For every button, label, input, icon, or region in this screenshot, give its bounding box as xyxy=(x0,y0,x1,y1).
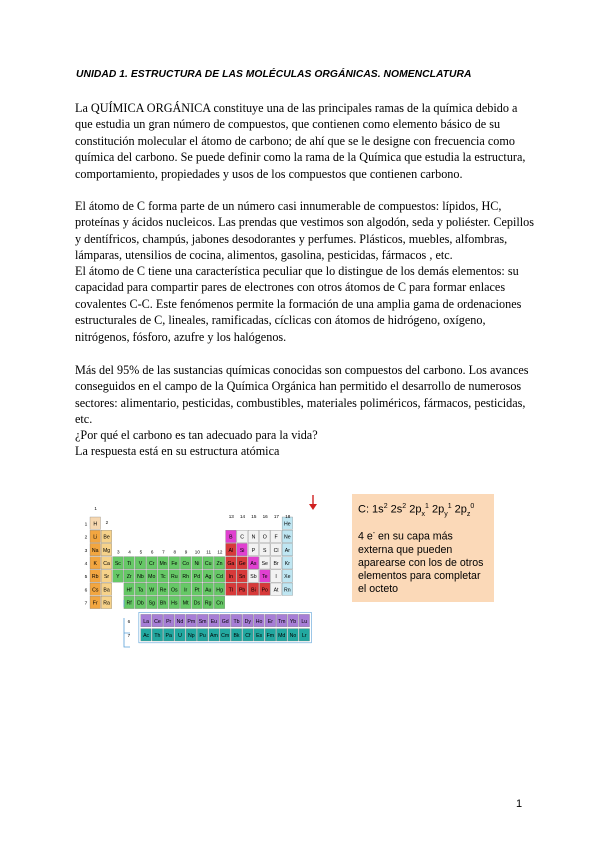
element-symbol-fe: Fe xyxy=(171,561,178,567)
element-symbol-c: C xyxy=(240,534,245,541)
element-symbol-k: K xyxy=(93,561,97,567)
unit-heading: UNIDAD 1. ESTRUCTURA DE LAS MOLÉCULAS ORGÁNICAS. NOMENCLATURA xyxy=(76,69,472,80)
period-number-2: 2 xyxy=(84,535,88,541)
element-symbol-es: Es xyxy=(256,633,263,639)
config-sub: x xyxy=(421,510,425,518)
element-symbol-pd: Pd xyxy=(193,574,201,581)
page-number: 1 xyxy=(516,798,523,810)
element-symbol-kr: Kr xyxy=(284,561,290,567)
element-symbol-am: Am xyxy=(210,633,218,639)
config-text: 2s xyxy=(387,503,403,516)
element-symbol-pu: Pu xyxy=(199,633,206,639)
element-symbol-i: I xyxy=(275,574,277,581)
element-symbol-ir: Ir xyxy=(184,587,188,594)
element-symbol-lr: Lr xyxy=(301,633,307,639)
element-symbol-rb: Rb xyxy=(91,574,99,581)
valence-explanation xyxy=(358,527,488,597)
element-symbol-v: V xyxy=(138,561,143,567)
element-symbol-bk: Bk xyxy=(233,633,240,639)
element-symbol-ds: Ds xyxy=(193,600,201,607)
period-number-3: 3 xyxy=(84,548,88,554)
element-symbol-pr: Pr xyxy=(166,618,172,625)
element-symbol-cm: Cm xyxy=(221,633,230,639)
element-symbol-u: U xyxy=(178,633,182,639)
period-number-5: 5 xyxy=(84,575,88,581)
element-symbol-b: B xyxy=(229,534,233,541)
element-symbol-fm: Fm xyxy=(266,633,275,639)
paragraph-compounds: El átomo de C forma parte de un número casi innumerable de compuestos: lípidos, HC, proteínas y ácidos nucleicos. Las prendas que vestimos son algodón, seda y poliéster. Cepillos y dentífricos, champús, jabones desodorantes y perfumes. Plásticos, muebles, alfombras, lámparas, utensilios de cocina, alimentos, gasolina, pesticidas, fármacos , etc. xyxy=(75,199,534,263)
element-symbol-re: Re xyxy=(159,587,167,594)
config-text: 2p xyxy=(428,503,445,516)
element-symbol-hf: Hf xyxy=(126,587,132,594)
element-symbol-er: Er xyxy=(267,618,273,625)
period-number-6: 6 xyxy=(84,588,88,594)
element-symbol-sr: Sr xyxy=(103,574,110,581)
element-symbol-pa: Pa xyxy=(165,633,172,639)
paragraph-statistics: Más del 95% de las sustancias químicas conocidas son compuestos del carbono. Los avances conseguidos en el campo de la Química Orgánica han permitido el desarrollo de numerosos sectores: alimentario, pesticidas, combustibles, materiales poliméricos, fármacos, pesticidas, etc. xyxy=(75,363,529,427)
period-number-1: 1 xyxy=(84,522,88,528)
f-row-label-6: 6 xyxy=(127,618,131,624)
config-sup: 2 xyxy=(402,503,407,510)
question-line: ¿Por qué el carbono es tan adecuado para la vida? xyxy=(75,428,318,442)
group-number-17: 17 xyxy=(273,514,280,519)
config-sup: 1 xyxy=(447,503,452,510)
element-symbol-zn: Zn xyxy=(216,561,223,567)
element-symbol-tl: Tl xyxy=(228,587,234,594)
element-symbol-n: N xyxy=(251,534,256,541)
element-symbol-na: Na xyxy=(91,547,99,554)
element-symbol-ba: Ba xyxy=(103,587,110,594)
element-symbol-ar: Ar xyxy=(284,547,290,554)
period-number-4: 4 xyxy=(84,562,88,567)
element-symbol-ga: Ga xyxy=(227,561,235,567)
group-number-16: 16 xyxy=(262,514,268,519)
element-symbol-ac: Ac xyxy=(143,633,150,639)
element-symbol-he: He xyxy=(284,521,291,528)
element-symbol-sn: Sn xyxy=(238,574,246,581)
element-symbol-f: F xyxy=(274,534,278,541)
group-number-14: 14 xyxy=(239,514,246,519)
paragraph-intro: La QUÍMICA ORGÁNICA constituye una de las principales ramas de la química debido a que estudia un gran número de compuestos, que contienen como elemento básico de su constitución molecular el átomo de carbono; de ahí que se le designe con frecuencia como química del carbono. Se puede definir como la rama de la Química que estudia la estructura, comportamiento, propiedades y usos de los compuestos que contienen carbono. xyxy=(75,101,526,181)
element-symbol-au: Au xyxy=(205,587,212,594)
element-symbol-ca: Ca xyxy=(103,561,110,567)
config-text: 2p xyxy=(406,503,422,516)
element-symbol-rg: Rg xyxy=(204,600,212,607)
element-symbol-sg: Sg xyxy=(148,600,155,607)
element-symbol-fr: Fr xyxy=(92,600,98,607)
element-symbol-w: W xyxy=(149,587,155,594)
valence-text: 4 e xyxy=(358,530,373,543)
config-sub: z xyxy=(466,510,471,518)
config-text: C: 1s xyxy=(358,503,384,516)
element-symbol-s: S xyxy=(263,547,267,554)
element-symbol-yb: Yb xyxy=(289,618,297,625)
element-symbol-pt: Pt xyxy=(194,587,200,594)
group-number-11: 11 xyxy=(206,549,212,555)
group-number-3: 3 xyxy=(116,549,120,555)
element-symbol-ta: Ta xyxy=(137,587,144,594)
element-symbol-la: La xyxy=(143,618,149,625)
element-symbol-ne: Ne xyxy=(284,534,291,541)
element-symbol-as: As xyxy=(250,561,257,567)
electron-configuration xyxy=(358,500,488,521)
group-number-7: 7 xyxy=(162,549,165,555)
config-sup: 0 xyxy=(470,503,475,510)
element-symbol-cf: Cf xyxy=(245,633,251,639)
element-symbol-np: Np xyxy=(187,633,195,639)
group-number-10: 10 xyxy=(194,549,200,555)
element-symbol-ce: Ce xyxy=(154,618,161,625)
element-symbol-po: Po xyxy=(261,587,268,594)
element-symbol-mg: Mg xyxy=(102,547,111,554)
element-symbol-ru: Ru xyxy=(171,574,178,581)
element-symbol-sm: Sm xyxy=(198,618,207,625)
element-symbol-cd: Cd xyxy=(216,574,223,581)
f-row-label-7: 7 xyxy=(127,633,131,638)
element-symbol-cs: Cs xyxy=(92,587,99,594)
element-symbol-si: Si xyxy=(239,547,245,554)
element-symbol-bh: Bh xyxy=(159,600,167,607)
element-symbol-y: Y xyxy=(116,574,120,581)
element-symbol-sc: Sc xyxy=(114,561,121,567)
element-symbol-se: Se xyxy=(261,561,268,567)
element-symbol-nd: Nd xyxy=(176,618,184,625)
element-symbol-no: No xyxy=(289,633,297,639)
element-symbol-tc: Tc xyxy=(160,574,166,581)
element-symbol-bi: Bi xyxy=(251,587,256,594)
group-number-18: 18 xyxy=(285,514,291,519)
valence-text: en su capa más externa que pueden aparearse con los de otros elementos para completar el octeto xyxy=(358,530,484,596)
config-text: 2p xyxy=(451,503,467,516)
element-symbol-rh: Rh xyxy=(182,574,189,581)
element-symbol-be: Be xyxy=(103,534,110,541)
group-number-13: 13 xyxy=(228,514,234,519)
group-number-5: 5 xyxy=(139,549,143,555)
group-number-8: 8 xyxy=(173,549,177,555)
element-symbol-ag: Ag xyxy=(205,574,212,581)
element-symbol-mn: Mn xyxy=(159,561,167,567)
group-number-12: 12 xyxy=(217,549,223,555)
element-symbol-nb: Nb xyxy=(137,574,144,581)
element-symbol-gd: Gd xyxy=(221,618,229,625)
element-symbol-th: Th xyxy=(154,633,161,639)
element-symbol-rn: Rn xyxy=(284,587,291,594)
element-symbol-mt: Mt xyxy=(182,600,189,607)
element-symbol-cn: Cn xyxy=(216,600,223,607)
element-symbol-at: At xyxy=(273,587,279,594)
group-number-15: 15 xyxy=(251,514,257,519)
element-symbol-cr: Cr xyxy=(149,561,155,567)
config-sup: 1 xyxy=(424,503,429,510)
element-symbol-ni: Ni xyxy=(194,561,200,567)
group-number-2: 2 xyxy=(105,520,109,525)
answer-line: La respuesta está en su estructura atómica xyxy=(75,444,280,458)
element-symbol-co: Co xyxy=(182,561,189,567)
element-symbol-os: Os xyxy=(171,587,178,594)
element-symbol-hs: Hs xyxy=(171,600,178,607)
element-symbol-in: In xyxy=(228,574,234,581)
element-symbol-cu: Cu xyxy=(204,561,212,567)
group-number-4: 4 xyxy=(128,549,131,555)
element-symbol-li: Li xyxy=(93,534,98,541)
element-symbol-ti: Ti xyxy=(127,561,132,567)
element-symbol-te: Te xyxy=(262,574,268,581)
group-number-9: 9 xyxy=(184,549,188,555)
group-number-6: 6 xyxy=(150,549,154,555)
element-symbol-h: H xyxy=(93,521,98,528)
electron-config-callout xyxy=(352,494,494,602)
element-symbol-pb: Pb xyxy=(238,587,246,594)
period-number-7: 7 xyxy=(84,601,88,607)
element-symbol-br: Br xyxy=(273,561,279,567)
config-sub: y xyxy=(444,510,448,518)
element-symbol-rf: Rf xyxy=(126,600,132,607)
element-symbol-al: Al xyxy=(228,547,234,554)
element-symbol-eu: Eu xyxy=(210,618,218,625)
element-symbol-db: Db xyxy=(137,600,144,607)
element-symbol-pm: Pm xyxy=(187,618,196,625)
element-symbol-lu: Lu xyxy=(301,618,308,625)
config-sup: 2 xyxy=(383,503,388,510)
down-arrow-icon xyxy=(309,495,317,510)
element-symbol-ge: Ge xyxy=(238,561,246,567)
element-symbol-ho: Ho xyxy=(255,618,263,625)
element-symbol-tb: Tb xyxy=(233,618,240,625)
element-symbol-xe: Xe xyxy=(284,574,291,581)
element-symbol-mo: Mo xyxy=(148,574,156,581)
element-symbol-hg: Hg xyxy=(216,587,223,594)
element-symbol-zr: Zr xyxy=(126,574,132,581)
element-symbol-md: Md xyxy=(278,633,286,639)
element-symbol-ra: Ra xyxy=(103,600,110,607)
element-symbol-dy: Dy xyxy=(244,618,251,625)
element-symbol-o: O xyxy=(262,534,267,541)
element-symbol-cl: Cl xyxy=(273,547,279,554)
paragraph-carbon-bonds: El átomo de C tiene una característica peculiar que lo distingue de los demás elementos: su capacidad para compartir pares de electrones con otros átomos de C para formar enlaces covalentes C-C. Este fenómenos permite la formación de una amplia gama de ordenaciones estructurales de C, lineales, ramificadas, cíclicas con átomos de hidrógeno, oxígeno, nitrógenos, fósforo, azufre y los halógenos. xyxy=(75,264,522,344)
element-symbol-p: P xyxy=(251,547,256,554)
element-symbol-sb: Sb xyxy=(250,574,257,581)
electron-charge-sup: - xyxy=(372,530,376,538)
element-symbol-tm: Tm xyxy=(277,618,286,625)
group-number-1: 1 xyxy=(94,506,97,511)
